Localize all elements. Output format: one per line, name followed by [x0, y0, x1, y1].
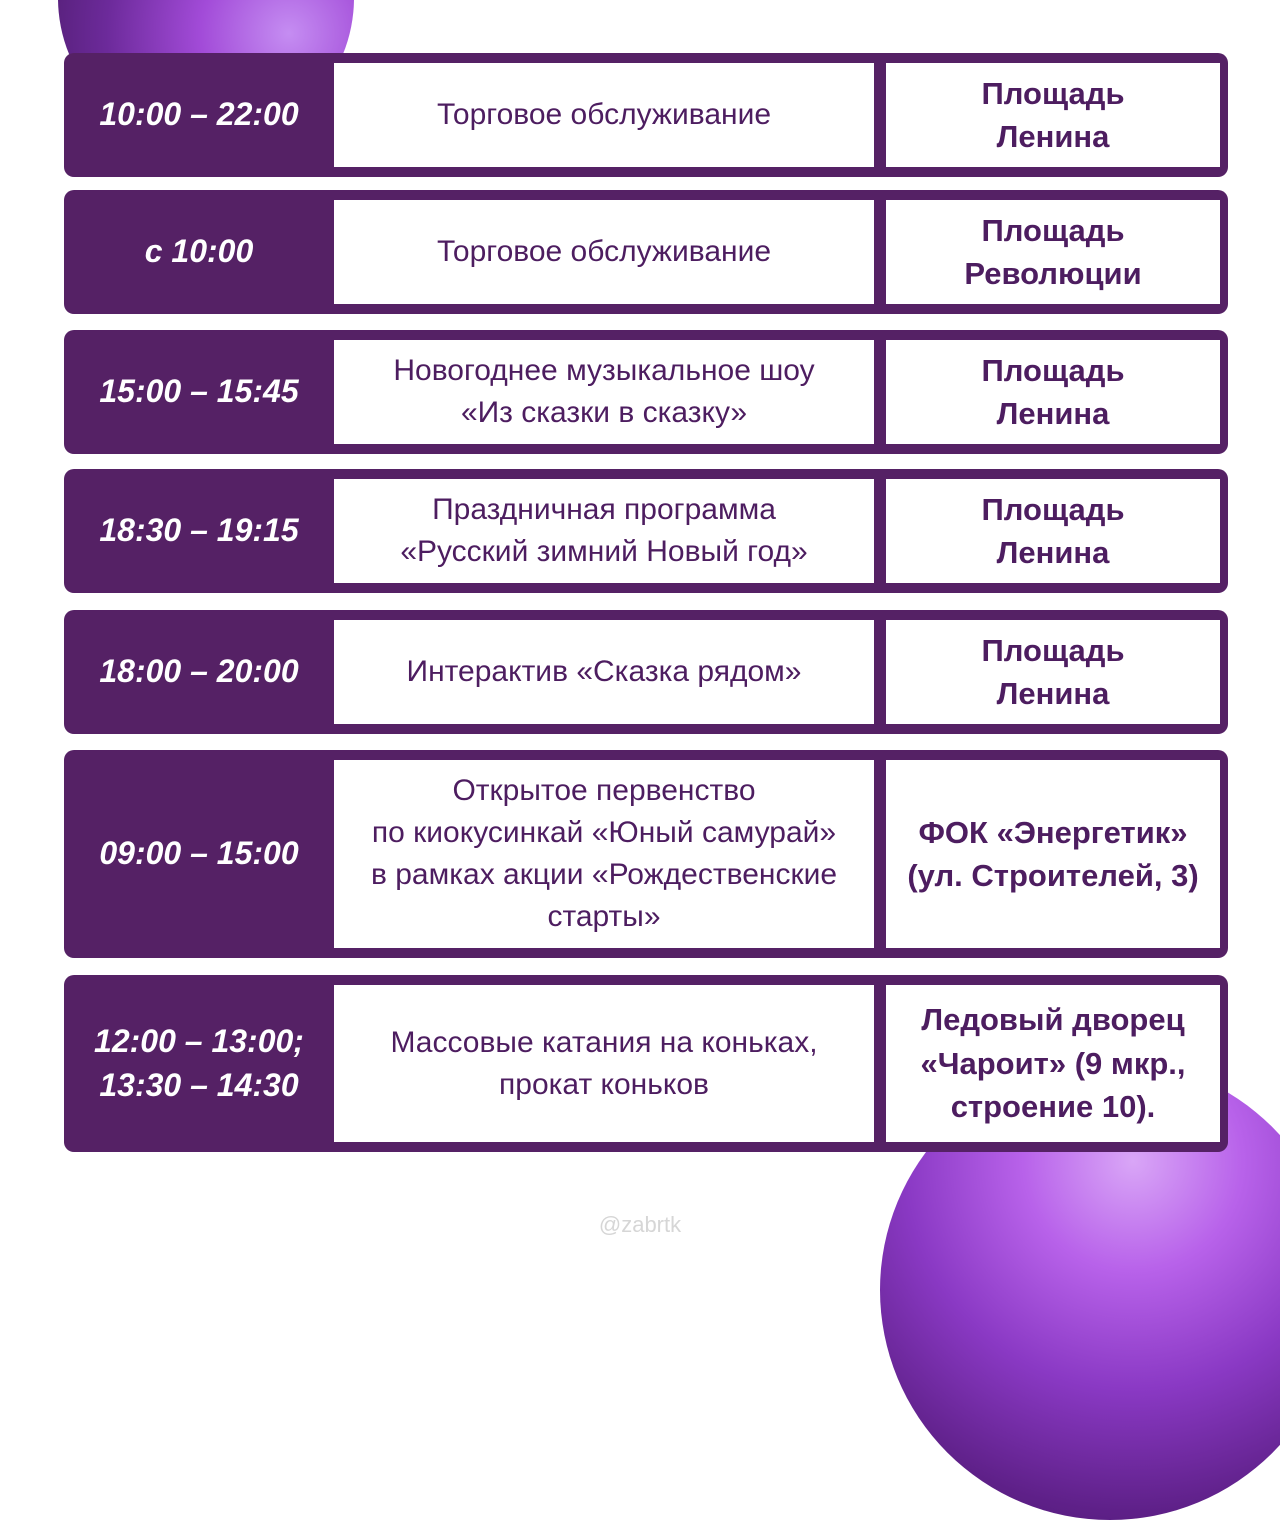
schedule-event: Массовые катания на коньках, прокат коньков	[334, 985, 874, 1142]
schedule-time: 18:30 – 19:15	[99, 512, 299, 549]
schedule-time: 15:00 – 15:45	[99, 373, 299, 410]
watermark: @zabrtk	[598, 1212, 682, 1237]
schedule-time: 09:00 – 15:00	[99, 835, 299, 872]
schedule-event: Торговое обслуживание	[334, 200, 874, 304]
schedule-row	[64, 469, 1228, 593]
schedule-event: Новогоднее музыкальное шоу «Из сказки в сказку»	[334, 340, 874, 444]
schedule-place: Площадь Ленина	[886, 340, 1220, 444]
schedule-time: с 10:00	[144, 233, 254, 270]
schedule-place: ФОК «Энергетик» (ул. Строителей, 3)	[886, 760, 1220, 948]
schedule-event: Интерактив «Сказка рядом»	[334, 620, 874, 724]
schedule-row	[64, 53, 1228, 177]
schedule-row	[64, 750, 1228, 958]
schedule-place: Площадь Ленина	[886, 479, 1220, 583]
schedule-place: Площадь Революции	[886, 200, 1220, 304]
schedule-event: Торговое обслуживание	[334, 63, 874, 167]
schedule-time: 12:00 – 13:00; 13:30 – 14:30	[94, 1023, 304, 1103]
schedule-event: Открытое первенство по киокусинкай «Юный самурай» в рамках акции «Рождественские старты»	[334, 760, 874, 948]
schedule-time: 10:00 – 22:00	[99, 96, 299, 133]
schedule-place: Ледовый дворец «Чароит» (9 мкр., строение 10).	[886, 985, 1220, 1142]
schedule-event: Праздничная программа «Русский зимний Новый год»	[334, 479, 874, 583]
schedule-row	[64, 330, 1228, 454]
schedule-row	[64, 610, 1228, 734]
schedule-place: Площадь Ленина	[886, 620, 1220, 724]
schedule-place: Площадь Ленина	[886, 63, 1220, 167]
schedule-row	[64, 975, 1228, 1152]
schedule-row	[64, 190, 1228, 314]
schedule-time: 18:00 – 20:00	[99, 653, 299, 690]
